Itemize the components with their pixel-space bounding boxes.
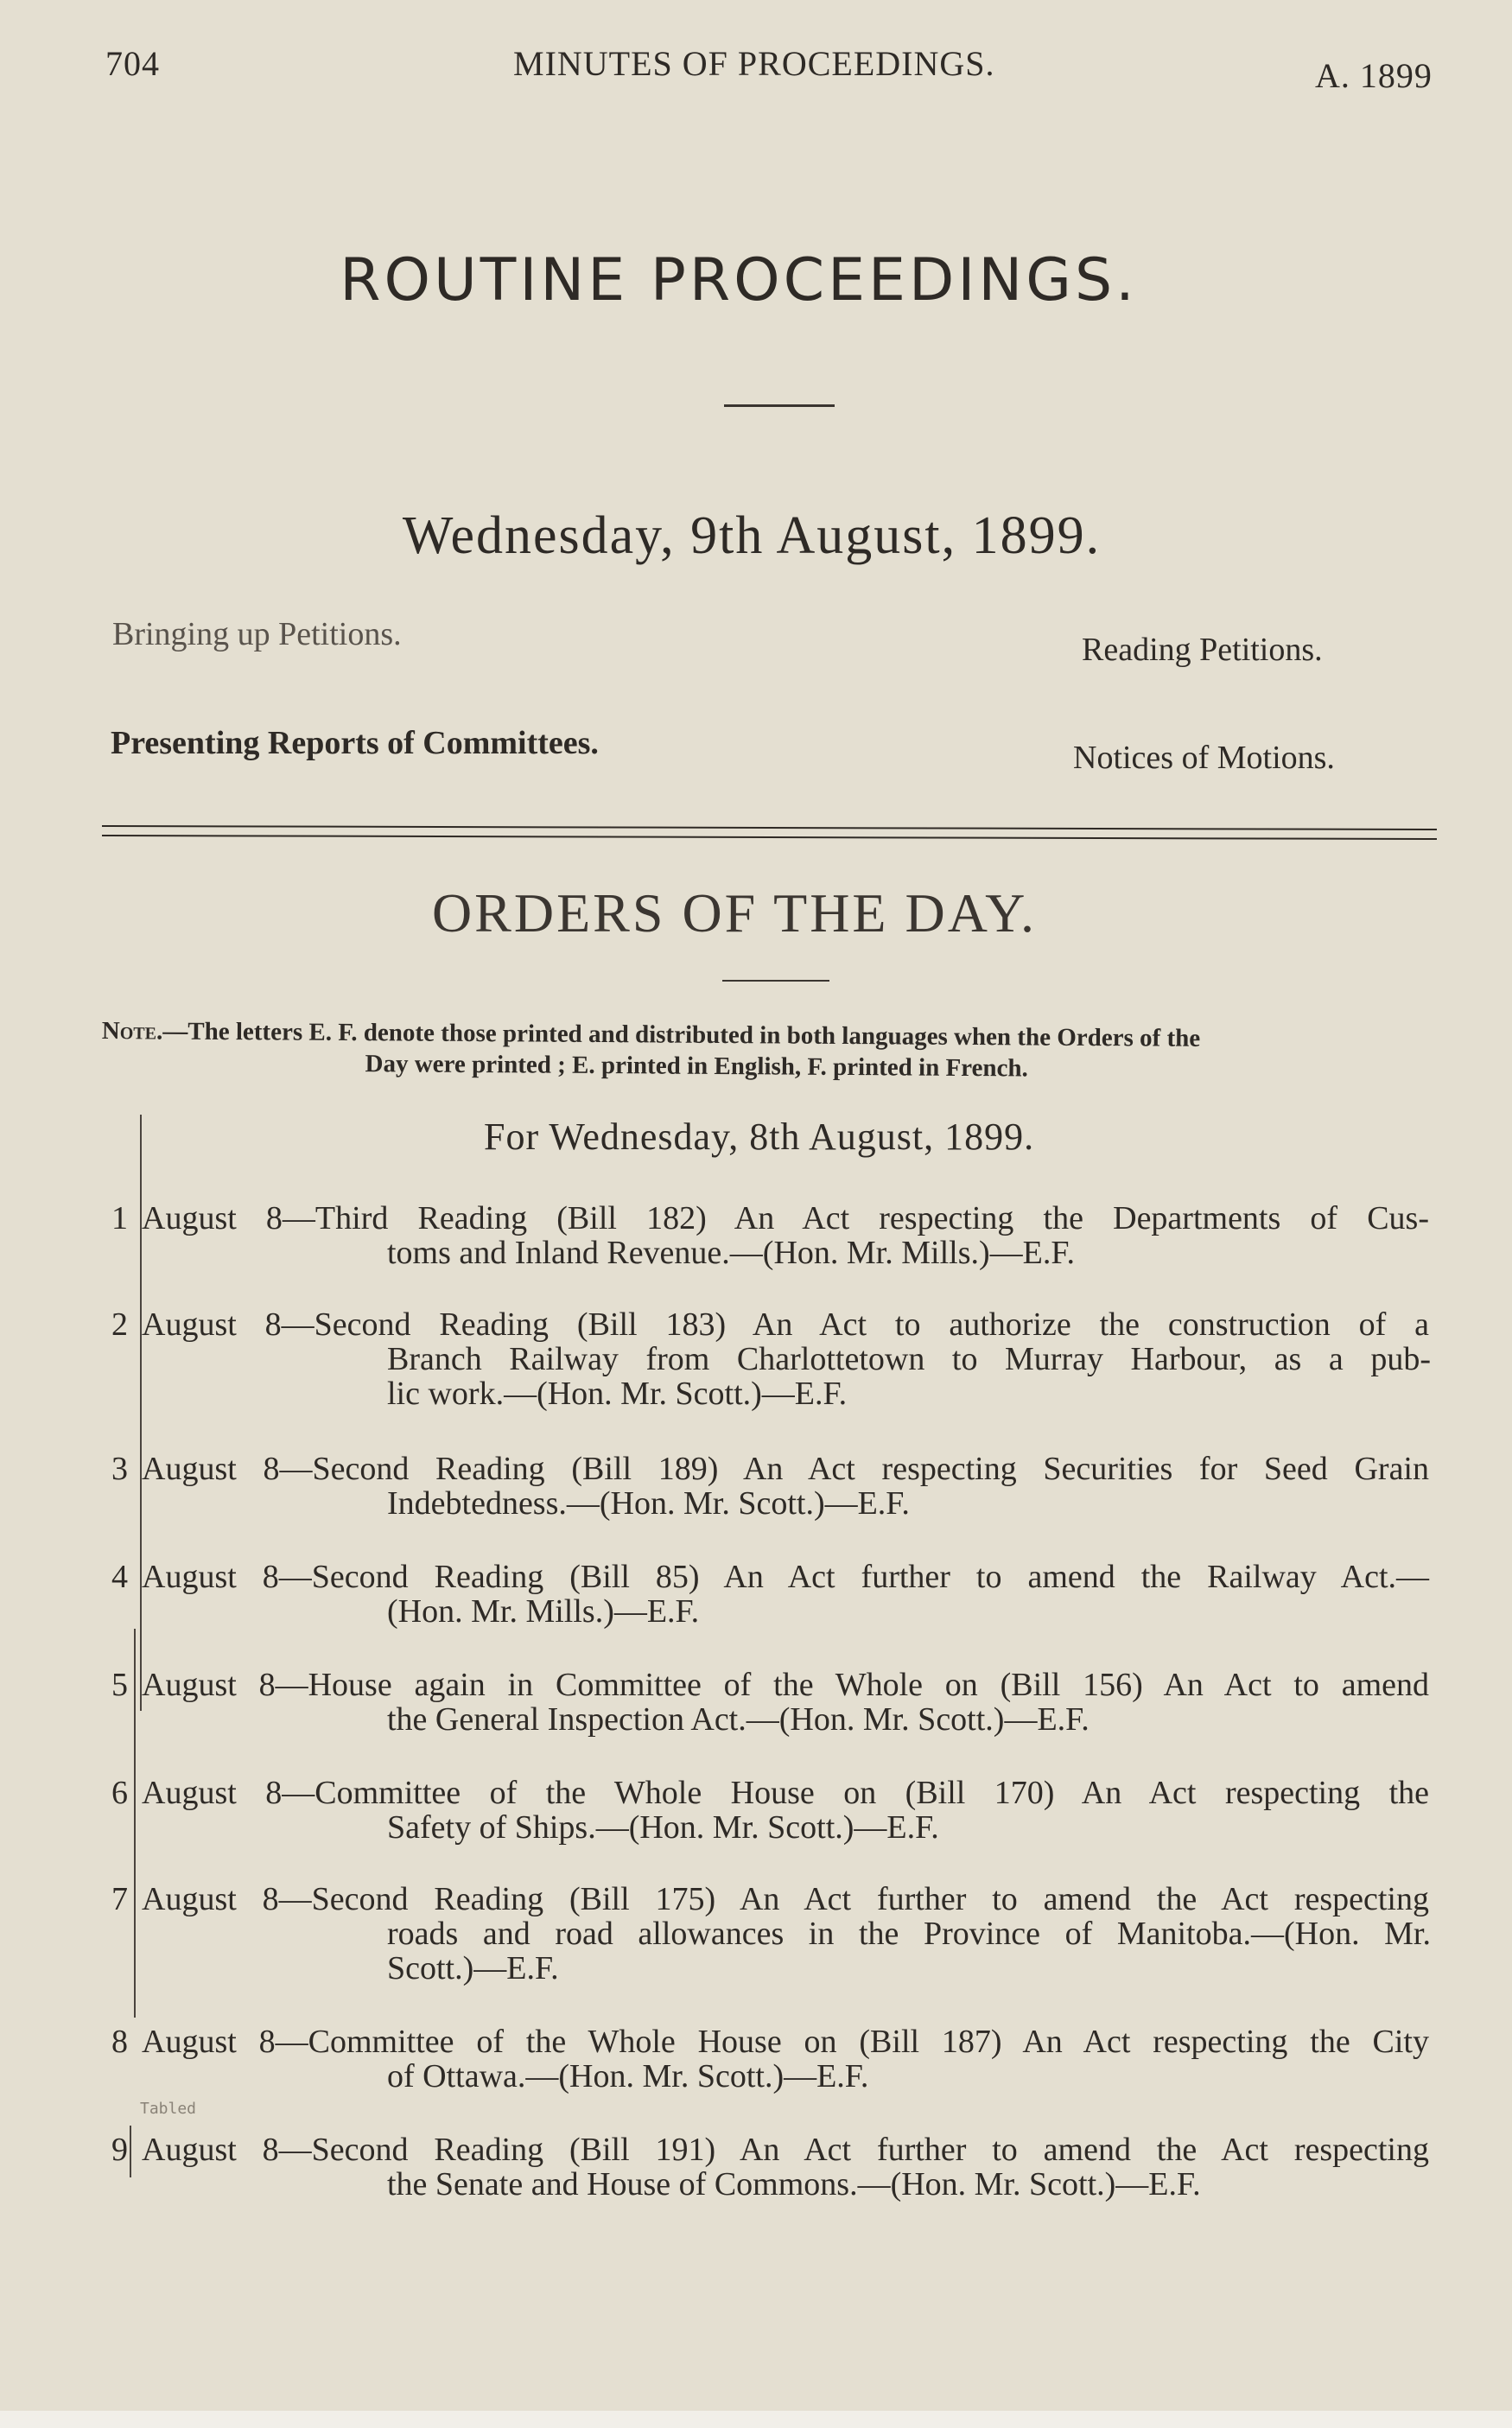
order-text: August 8—Committee of the Whole House on (Bill 170) An Act respecting the (142, 1775, 1429, 1811)
note-label: Note. (101, 1017, 163, 1046)
order-text-continued: of Ottawa.—(Hon. Mr. Scott.)—E.F. (387, 2058, 869, 2094)
margin-rule (130, 2126, 131, 2177)
page-bottom-edge (0, 2411, 1512, 2428)
order-number: 1 (111, 1200, 128, 1236)
routine-item-reading-petitions: Reading Petitions. (1082, 632, 1323, 668)
order-text: August 8—Second Reading (Bill 183) An Act to authorize the construction of a (142, 1306, 1429, 1343)
handwritten-marginal-note: Tabled (140, 2100, 197, 2118)
order-text-continued: lic work.—(Hon. Mr. Scott.)—E.F. (387, 1376, 848, 1412)
routine-item-presenting-reports: Presenting Reports of Committees. (111, 725, 599, 761)
order-text: August 8—Third Reading (Bill 182) An Act respecting the Departments of Cus- (142, 1200, 1429, 1236)
volume-reference: A. 1899 (1315, 56, 1433, 95)
order-text: August 8—Second Reading (Bill 175) An Act further to amend the Act respecting (142, 1881, 1429, 1917)
note-paragraph (101, 1015, 1423, 1087)
order-text-continued: the General Inspection Act.—(Hon. Mr. Scott.)—E.F. (387, 1701, 1090, 1738)
order-text-continued: toms and Inland Revenue.—(Hon. Mr. Mills.)—E.F. (387, 1235, 1075, 1271)
order-text-continued: Indebtedness.—(Hon. Mr. Scott.)—E.F. (387, 1485, 910, 1522)
margin-rule (134, 1629, 136, 2018)
order-number: 2 (111, 1306, 128, 1343)
page-number: 704 (105, 44, 160, 83)
routine-item-bringing-petitions: Bringing up Petitions. (112, 616, 402, 652)
note-body-continued: Day were printed ; E. printed in English, F. printed in French. (365, 1050, 1028, 1083)
order-text: August 8—House again in Committee of the Whole on (Bill 156) An Act to amend (142, 1667, 1429, 1703)
order-number: 6 (111, 1775, 128, 1811)
order-text: August 8—Second Reading (Bill 189) An Act respecting Securities for Seed Grain (142, 1451, 1429, 1487)
order-text: August 8—Second Reading (Bill 191) An Act further to amend the Act respecting (142, 2132, 1429, 2168)
order-text-continued: Scott.)—E.F. (387, 1950, 559, 1986)
orders-of-the-day-title: ORDERS OF THE DAY. (431, 882, 1038, 944)
order-text: August 8—Second Reading (Bill 85) An Act further to amend the Railway Act.— (142, 1559, 1429, 1595)
orders-divider (722, 980, 829, 982)
order-text: August 8—Committee of the Whole House on (Bill 187) An Act respecting the City (142, 2024, 1429, 2060)
title-divider (724, 404, 835, 407)
order-text-continued: (Hon. Mr. Mills.)—E.F. (387, 1593, 700, 1630)
order-number: 9 (111, 2132, 128, 2168)
routine-proceedings-title: ROUTINE PROCEEDINGS. (340, 246, 1138, 315)
running-title: MINUTES OF PROCEEDINGS. (513, 44, 995, 83)
section-double-rule-top (102, 825, 1437, 830)
order-text-continued: Branch Railway from Charlottetown to Murray Harbour, as a pub- (387, 1341, 1431, 1377)
order-number: 7 (111, 1881, 128, 1917)
order-number: 8 (111, 2024, 128, 2060)
order-text-continued: Safety of Ships.—(Hon. Mr. Scott.)—E.F. (387, 1809, 939, 1846)
order-text-continued: roads and road allowances in the Province of Manitoba.—(Hon. Mr. (387, 1916, 1431, 1952)
orders-date-heading: For Wednesday, 8th August, 1899. (484, 1115, 1035, 1158)
note-body: —The letters E. F. denote those printed and distributed in both languages when the Orders of the (162, 1017, 1201, 1052)
routine-item-notices-of-motions: Notices of Motions. (1073, 740, 1335, 776)
order-number: 3 (111, 1451, 128, 1487)
order-text-continued: the Senate and House of Commons.—(Hon. Mr. Scott.)—E.F. (387, 2166, 1201, 2202)
sitting-date: Wednesday, 9th August, 1899. (402, 506, 1102, 565)
order-number: 5 (111, 1667, 128, 1703)
order-number: 4 (111, 1559, 128, 1595)
section-double-rule-bottom (102, 835, 1437, 840)
